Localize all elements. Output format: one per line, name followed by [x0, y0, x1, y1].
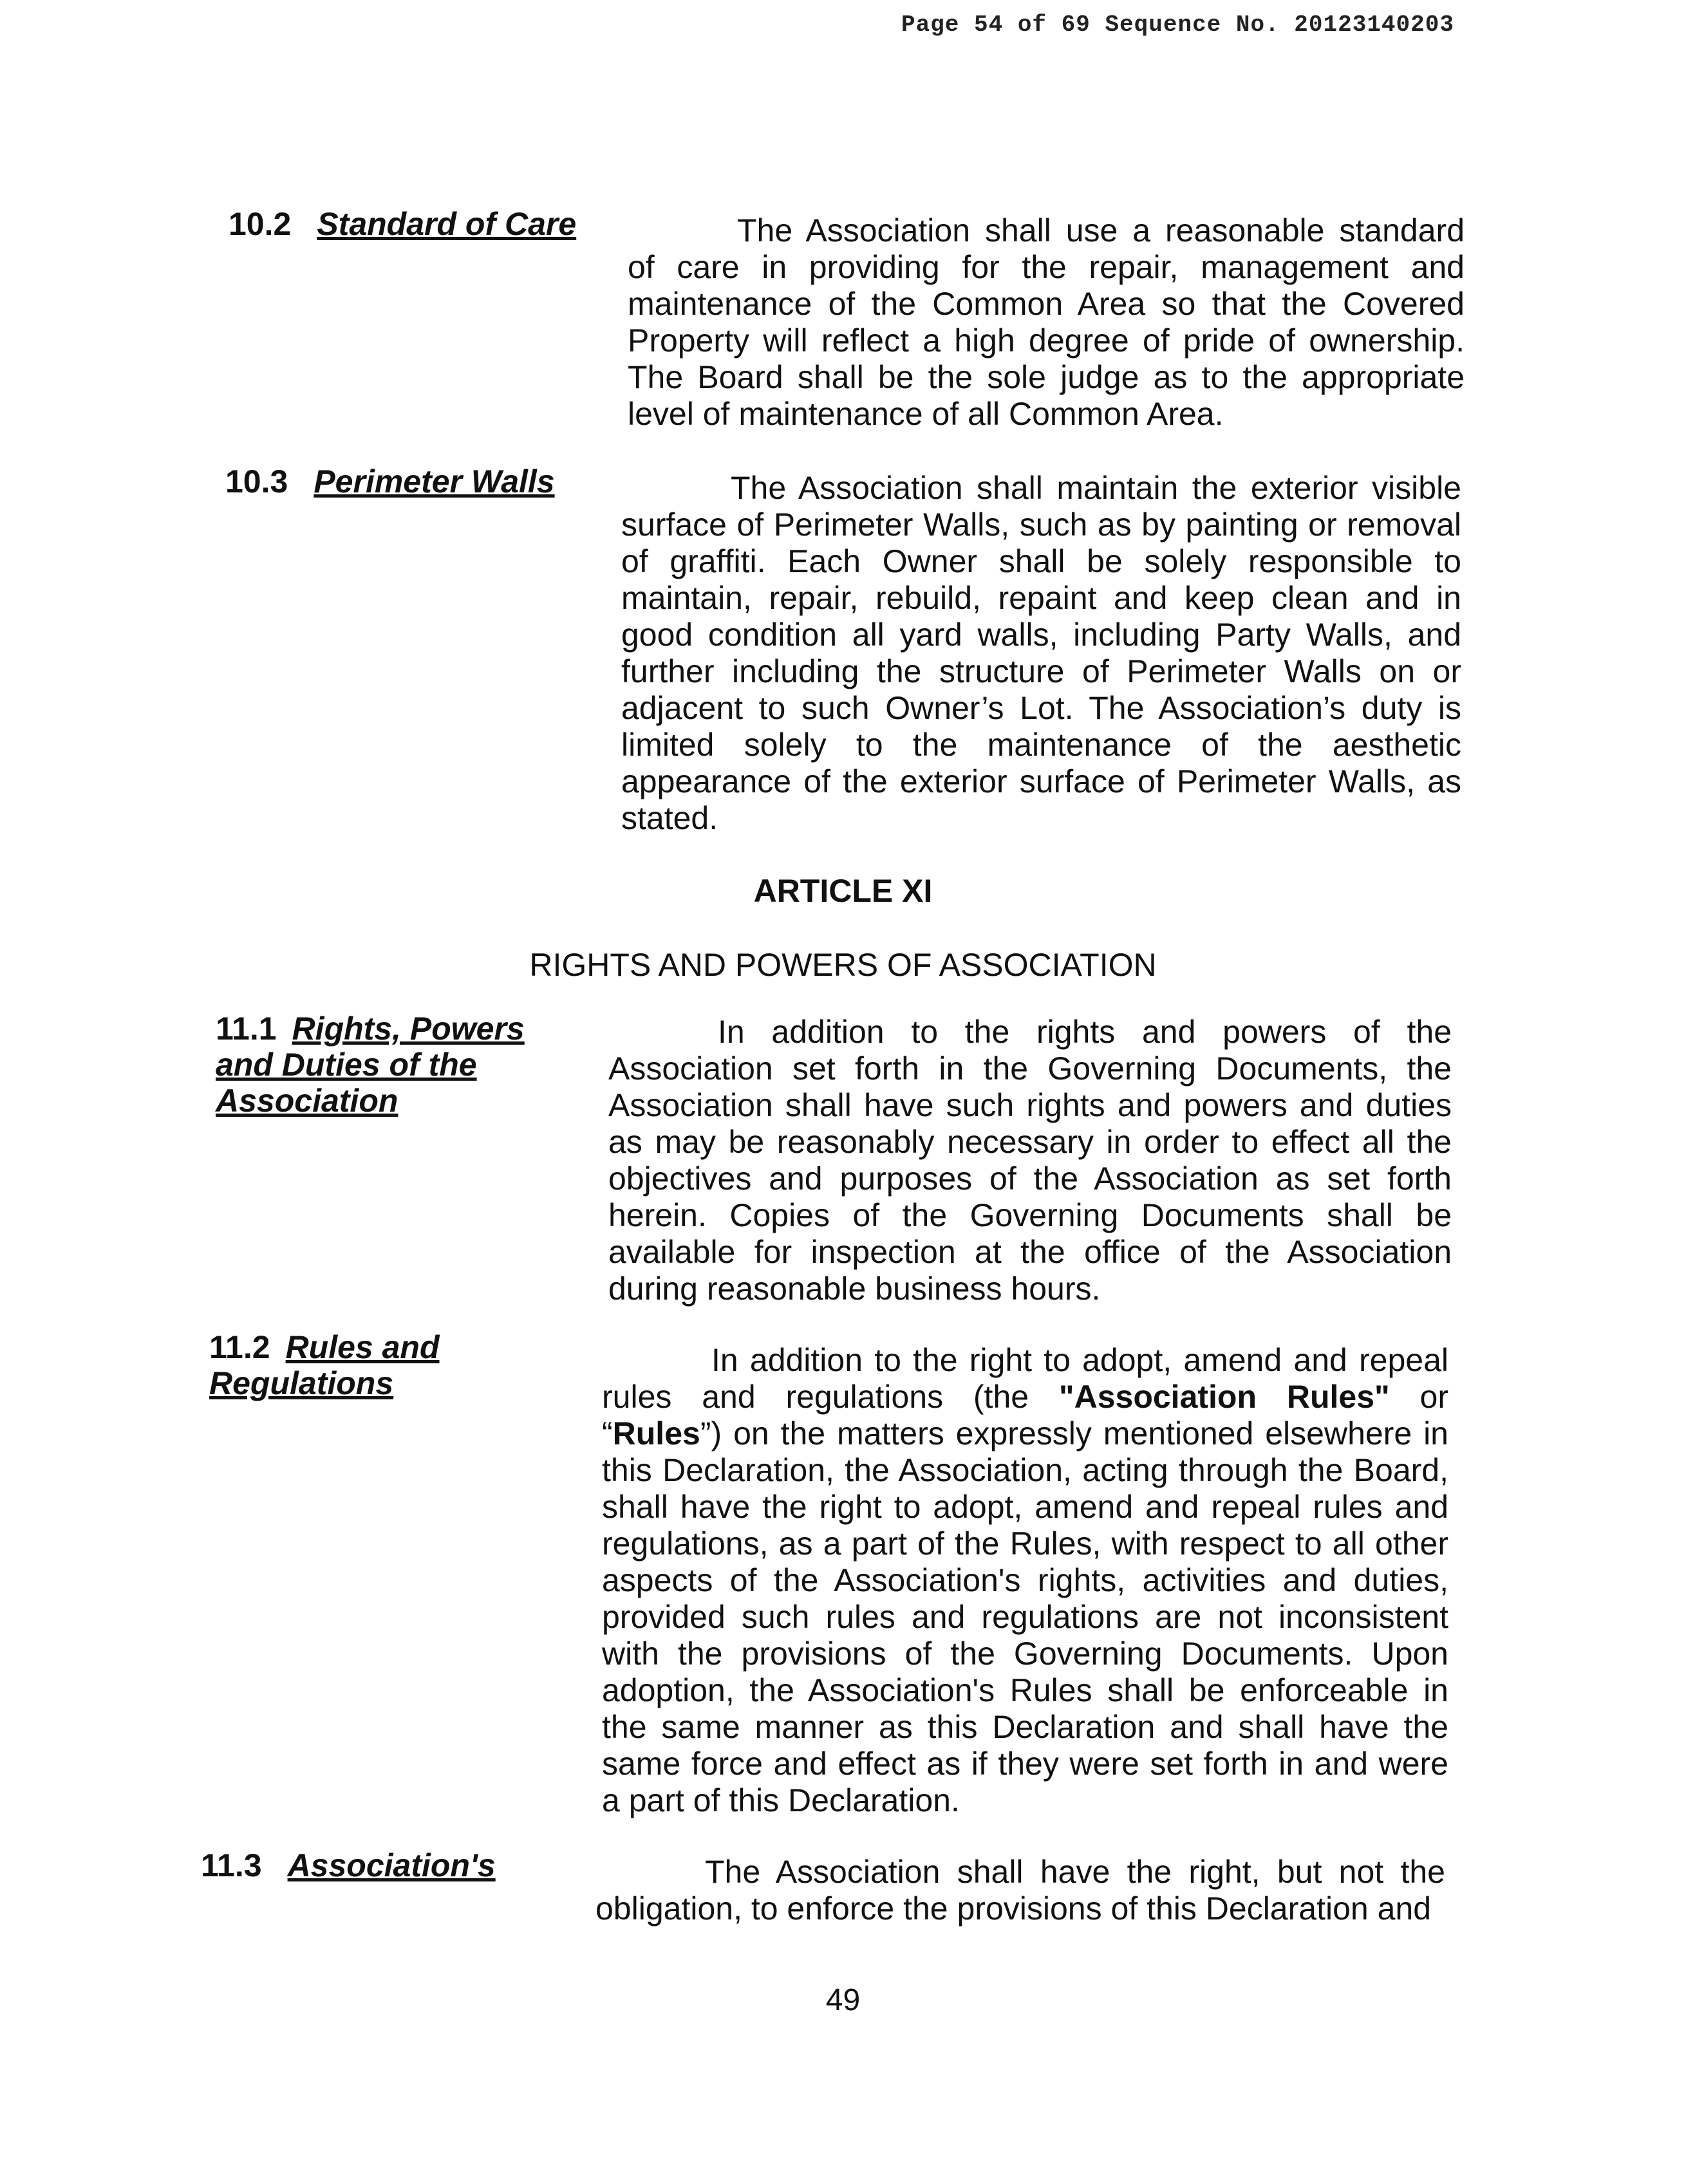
defined-term: "Association Rules"	[1058, 1379, 1390, 1415]
section-number: 11.3	[201, 1847, 262, 1883]
section-title: Perimeter Walls	[314, 463, 555, 499]
section-body: The Association shall maintain the exterior visible surface of Perimeter Walls, such as by painting or removal of graffiti. Each Owner shall be solely responsible to maintain, repair, rebuild, repaint and keep clean and in good condition all yard walls, including Party Walls, and further including the structure of Perimeter Walls on or adjacent to such Owner’s Lot. The Association’s duty is limited solely to the maintenance of the aesthetic appearance of the exterior surface of Perimeter Walls, as stated.	[621, 470, 1461, 836]
section-11-1-label	[216, 1011, 563, 1119]
section-title: Rules and Regulations	[209, 1329, 440, 1401]
section-10-3-text	[621, 470, 1461, 837]
defined-term: Rules	[612, 1415, 700, 1451]
page-header: Page 54 of 69 Sequence No. 20123140203	[901, 12, 1454, 38]
section-body: In addition to the rights and powers of the Association set forth in the Governing Documents, the Association shall have such rights and powers and duties as may be reasonably necessary in order to effect all the objectives and purposes of the Association as set forth herein. Copies of the Governing Documents shall be available for inspection at the office of the Association during reasonable business hours.	[608, 1014, 1452, 1307]
section-body-mid: or “	[602, 1379, 1449, 1451]
section-title: Association's	[287, 1847, 496, 1883]
section-title: Standard of Care	[317, 206, 577, 242]
section-number: 10.2	[229, 206, 292, 242]
section-body: The Association shall use a reasonable standard of care in providing for the repair, management and maintenance of the Common Area so that the Covered Property will reflect a high degree of pride of ownership. The Board shall be the sole judge as to the appropriate level of maintenance of all Common Area.	[628, 212, 1465, 432]
section-number: 11.1	[216, 1011, 277, 1047]
section-11-3-text	[595, 1854, 1445, 1927]
section-11-2-text	[602, 1342, 1448, 1819]
section-10-2-text	[628, 212, 1465, 433]
section-10-2-label	[229, 206, 576, 242]
section-number: 11.2	[209, 1329, 270, 1365]
page-number: 49	[825, 1983, 861, 2017]
section-11-1-text	[608, 1014, 1452, 1307]
article-subtitle: RIGHTS AND POWERS OF ASSOCIATION	[529, 947, 1157, 983]
section-11-3-label	[201, 1847, 496, 1883]
section-number: 10.3	[225, 463, 288, 499]
section-body-start: In addition to the right to adopt, amend and repeal rules and regulations (the	[602, 1342, 1448, 1415]
section-10-3-label	[225, 463, 555, 499]
section-body: The Association shall have the right, but not the obligation, to enforce the provisions of this Declaration and	[595, 1854, 1445, 1927]
section-body-end: ”) on the matters expressly mentioned elsewhere in this Declaration, the Association, acting through the Board, shall have the right to adopt, amend and repeal rules and regulations, as a part of the Rules, with respect to all other aspects of the Association's rights, activities and duties, provided such rules and regulations are not inconsistent with the provisions of the Governing Documents. Upon adoption, the Association's Rules shall be enforceable in the same manner as this Declaration and shall have the same force and effect as if they were set forth in and were a part of this Declaration.	[602, 1415, 1448, 1818]
article-heading: ARTICLE XI	[753, 873, 933, 909]
section-11-2-label	[209, 1329, 486, 1401]
section-title: Rights, Powers and Duties of the Association	[216, 1011, 525, 1119]
